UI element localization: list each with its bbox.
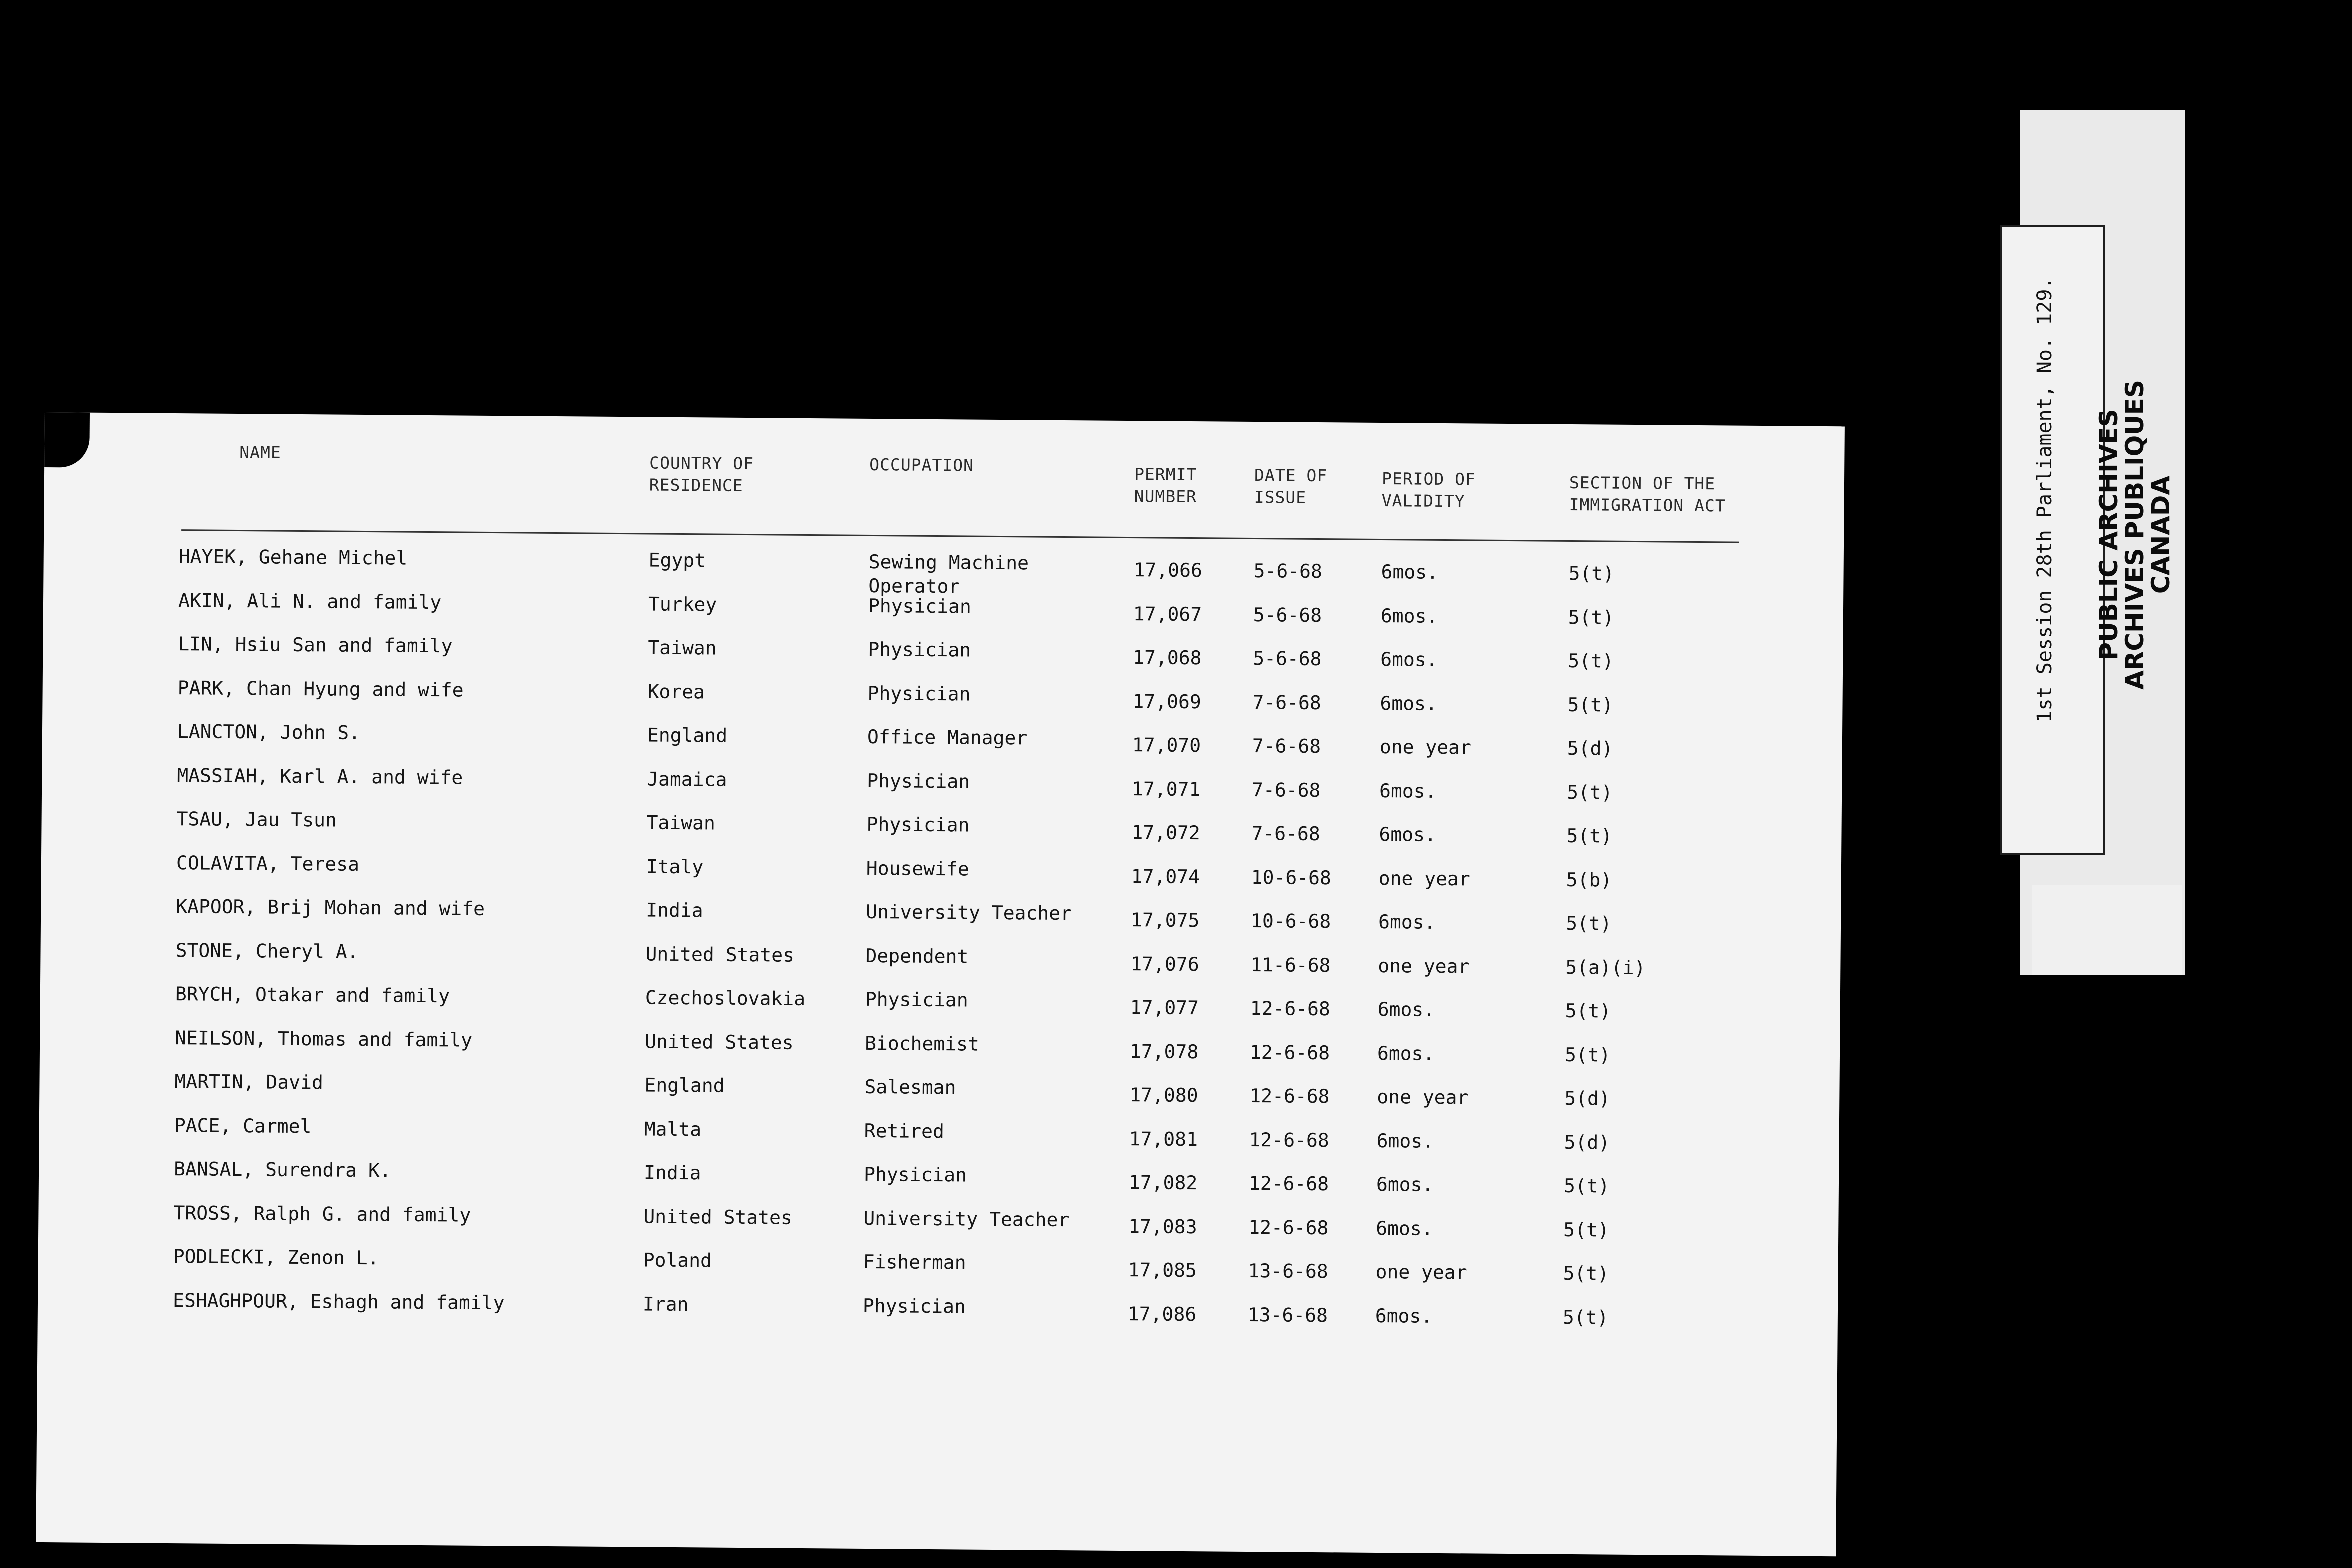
cell-section: 5(t) bbox=[1566, 912, 1612, 935]
cell-period: 6mos. bbox=[1376, 1217, 1434, 1240]
cell-permit: 17,070 bbox=[1132, 734, 1202, 757]
cell-date: 7-6-68 bbox=[1252, 734, 1322, 758]
cell-period: 6mos. bbox=[1375, 1304, 1433, 1328]
cell-permit: 17,081 bbox=[1129, 1128, 1198, 1150]
cell-occupation: Office Manager bbox=[867, 726, 1028, 750]
cell-period: 6mos. bbox=[1378, 998, 1436, 1021]
cell-name: PACE, Carmel bbox=[174, 1114, 312, 1138]
cell-country: India bbox=[646, 899, 704, 922]
cell-occupation: Physician bbox=[862, 1294, 966, 1318]
cell-section: 5(t) bbox=[1565, 1000, 1612, 1022]
cell-permit: 17,074 bbox=[1131, 865, 1200, 888]
header-permit-number: PERMIT NUMBER bbox=[1134, 464, 1198, 507]
cell-period: one year bbox=[1380, 736, 1472, 759]
cell-name: KAPOOR, Brij Mohan and wife bbox=[176, 896, 486, 920]
cell-date: 7-6-68 bbox=[1252, 778, 1321, 802]
cell-country: India bbox=[644, 1162, 702, 1184]
cell-section: 5(t) bbox=[1568, 694, 1614, 716]
header-rule bbox=[182, 530, 1739, 543]
cell-section: 5(t) bbox=[1568, 650, 1614, 672]
cell-name: NEILSON, Thomas and family bbox=[175, 1026, 473, 1052]
cell-permit: 17,071 bbox=[1132, 778, 1201, 800]
cell-country: Jamaica bbox=[647, 768, 728, 791]
header-occupation: OCCUPATION bbox=[870, 454, 974, 476]
cell-period: one year bbox=[1377, 1086, 1469, 1109]
cell-period: 6mos. bbox=[1380, 692, 1438, 715]
cell-country: United States bbox=[644, 1030, 794, 1054]
cell-section: 5(t) bbox=[1563, 1262, 1610, 1285]
document-sheet bbox=[36, 412, 1845, 1556]
cell-country: United States bbox=[646, 942, 795, 966]
cell-name: MASSIAH, Karl A. and wife bbox=[177, 764, 464, 789]
cell-period: one year bbox=[1376, 1260, 1468, 1284]
cell-date: 13-6-68 bbox=[1248, 1304, 1328, 1326]
cell-occupation: University Teacher bbox=[864, 1207, 1070, 1231]
cell-name: ESHAGHPOUR, Eshagh and family bbox=[172, 1289, 505, 1314]
cell-name: LIN, Hsiu San and family bbox=[178, 633, 453, 658]
cell-period: 6mos. bbox=[1379, 823, 1437, 846]
cell-section: 5(t) bbox=[1564, 1174, 1610, 1198]
cell-date: 12-6-68 bbox=[1250, 1084, 1330, 1108]
cell-permit: 17,066 bbox=[1134, 559, 1203, 582]
cell-country: United States bbox=[644, 1205, 792, 1229]
cell-country: Czechoslovakia bbox=[645, 986, 806, 1010]
cell-section: 5(t) bbox=[1566, 824, 1613, 848]
cell-period: one year bbox=[1378, 867, 1470, 890]
cell-permit: 17,072 bbox=[1132, 822, 1200, 844]
cell-section: 5(t) bbox=[1564, 1218, 1610, 1242]
cell-name: PARK, Chan Hyung and wife bbox=[178, 676, 464, 702]
cell-permit: 17,083 bbox=[1128, 1215, 1198, 1238]
cell-name: TROSS, Ralph G. and family bbox=[174, 1202, 472, 1226]
cell-date: 13-6-68 bbox=[1248, 1260, 1328, 1283]
cell-country: Taiwan bbox=[646, 812, 716, 834]
cell-permit: 17,069 bbox=[1132, 690, 1202, 713]
cell-permit: 17,067 bbox=[1133, 602, 1202, 626]
archives-stamp: PUBLIC ARCHIVES ARCHIVES PUBLIQUES CANADA bbox=[2094, 380, 2176, 690]
cell-date: 12-6-68 bbox=[1248, 1172, 1330, 1196]
cell-name: LANCTON, John S. bbox=[177, 720, 361, 744]
cell-permit: 17,082 bbox=[1128, 1172, 1198, 1194]
cell-occupation: Physician bbox=[868, 594, 972, 618]
header-date-of-issue: DATE OF ISSUE bbox=[1254, 466, 1328, 508]
cell-section: 5(d) bbox=[1564, 1131, 1610, 1154]
header-section-of-act: SECTION OF THE IMMIGRATION ACT bbox=[1569, 472, 1726, 516]
cell-occupation: Fisherman bbox=[863, 1250, 966, 1274]
cell-permit: 17,068 bbox=[1133, 646, 1202, 670]
cell-date: 12-6-68 bbox=[1248, 1216, 1329, 1239]
punch-hole bbox=[44, 412, 90, 468]
cell-occupation-line2: Operator bbox=[868, 574, 960, 598]
cell-name: TSAU, Jau Tsun bbox=[176, 808, 338, 832]
cell-section: 5(d) bbox=[1564, 1087, 1611, 1110]
cell-date: 12-6-68 bbox=[1250, 997, 1331, 1020]
cell-date: 5-6-68 bbox=[1253, 604, 1322, 626]
cell-date: 12-6-68 bbox=[1250, 1041, 1330, 1064]
cell-name: MARTIN, David bbox=[174, 1070, 324, 1094]
cell-period: 6mos. bbox=[1376, 1173, 1434, 1196]
cell-period: 6mos. bbox=[1379, 780, 1437, 802]
cell-occupation: Physician bbox=[867, 770, 970, 793]
cell-section: 5(b) bbox=[1566, 868, 1612, 892]
cell-period: 6mos. bbox=[1378, 910, 1436, 934]
cell-permit: 17,086 bbox=[1128, 1302, 1197, 1326]
cell-period: 6mos. bbox=[1380, 604, 1438, 628]
cell-date: 7-6-68 bbox=[1252, 691, 1322, 714]
cell-section: 5(t) bbox=[1564, 1044, 1611, 1066]
cell-occupation: Physician bbox=[868, 682, 971, 706]
cell-permit: 17,080 bbox=[1130, 1084, 1198, 1107]
cell-occupation: Retired bbox=[864, 1120, 945, 1142]
cell-section: 5(t) bbox=[1566, 781, 1613, 804]
cell-date: 5-6-68 bbox=[1253, 647, 1322, 670]
cell-name: AKIN, Ali N. and family bbox=[178, 589, 442, 614]
cell-occupation: Dependent bbox=[866, 944, 969, 968]
cell-period: 6mos. bbox=[1380, 648, 1438, 671]
cell-country: Turkey bbox=[648, 592, 718, 616]
header-period-of-validity: PERIOD OF VALIDITY bbox=[1382, 469, 1476, 512]
cell-occupation: Salesman bbox=[864, 1076, 956, 1099]
cell-country: Taiwan bbox=[648, 636, 717, 660]
cell-section: 5(a)(i) bbox=[1566, 956, 1646, 979]
cell-country: Korea bbox=[648, 680, 706, 703]
cell-country: Italy bbox=[646, 855, 704, 878]
cell-name: HAYEK, Gehane Michel bbox=[178, 546, 408, 570]
header-country: COUNTRY OF RESIDENCE bbox=[649, 453, 754, 496]
cell-permit: 17,076 bbox=[1130, 952, 1200, 976]
cell-country: Malta bbox=[644, 1118, 702, 1140]
archive-sleeve-flap bbox=[2032, 885, 2182, 975]
cell-occupation: University Teacher bbox=[866, 900, 1072, 925]
cell-country: England bbox=[647, 724, 728, 747]
cell-name: BANSAL, Surendra K. bbox=[174, 1158, 392, 1182]
cell-section: 5(t) bbox=[1568, 562, 1615, 585]
cell-date: 7-6-68 bbox=[1252, 822, 1320, 846]
cell-occupation: Physician bbox=[866, 813, 970, 836]
cell-date: 11-6-68 bbox=[1250, 954, 1331, 976]
cell-name: COLAVITA, Teresa bbox=[176, 852, 360, 876]
cell-period: one year bbox=[1378, 954, 1470, 978]
cell-country: England bbox=[644, 1074, 725, 1097]
cell-permit: 17,078 bbox=[1130, 1040, 1199, 1063]
cell-name: PODLECKI, Zenon L. bbox=[173, 1246, 380, 1270]
cell-section: 5(d) bbox=[1567, 737, 1614, 760]
cell-permit: 17,077 bbox=[1130, 996, 1200, 1020]
cell-country: Poland bbox=[643, 1249, 712, 1272]
cell-occupation: Physician bbox=[868, 638, 972, 662]
cell-occupation: Physician bbox=[864, 1163, 968, 1186]
parliament-reference: 1st Session 28th Parliament, No. 129. bbox=[2034, 277, 2056, 723]
cell-occupation: Physician bbox=[865, 988, 968, 1012]
cell-occupation: Housewife bbox=[866, 857, 970, 880]
cell-country: Iran bbox=[642, 1292, 689, 1316]
cell-date: 10-6-68 bbox=[1251, 866, 1332, 889]
cell-name: BRYCH, Otakar and family bbox=[175, 983, 450, 1008]
cell-date: 10-6-68 bbox=[1250, 910, 1332, 933]
cell-date: 5-6-68 bbox=[1254, 560, 1323, 583]
cell-permit: 17,085 bbox=[1128, 1259, 1198, 1282]
cell-period: 6mos. bbox=[1376, 1130, 1434, 1152]
header-name: NAME bbox=[240, 442, 282, 462]
cell-period: 6mos. bbox=[1377, 1042, 1435, 1065]
cell-period: 6mos. bbox=[1381, 561, 1439, 584]
cell-section: 5(t) bbox=[1562, 1306, 1609, 1329]
cell-occupation: Biochemist bbox=[864, 1032, 980, 1056]
cell-occupation: Sewing Machine bbox=[868, 550, 1030, 574]
cell-name: STONE, Cheryl A. bbox=[176, 939, 359, 963]
cell-section: 5(t) bbox=[1568, 606, 1614, 629]
cell-date: 12-6-68 bbox=[1249, 1128, 1330, 1152]
cell-country: Egypt bbox=[648, 549, 706, 572]
cell-permit: 17,075 bbox=[1130, 909, 1200, 932]
